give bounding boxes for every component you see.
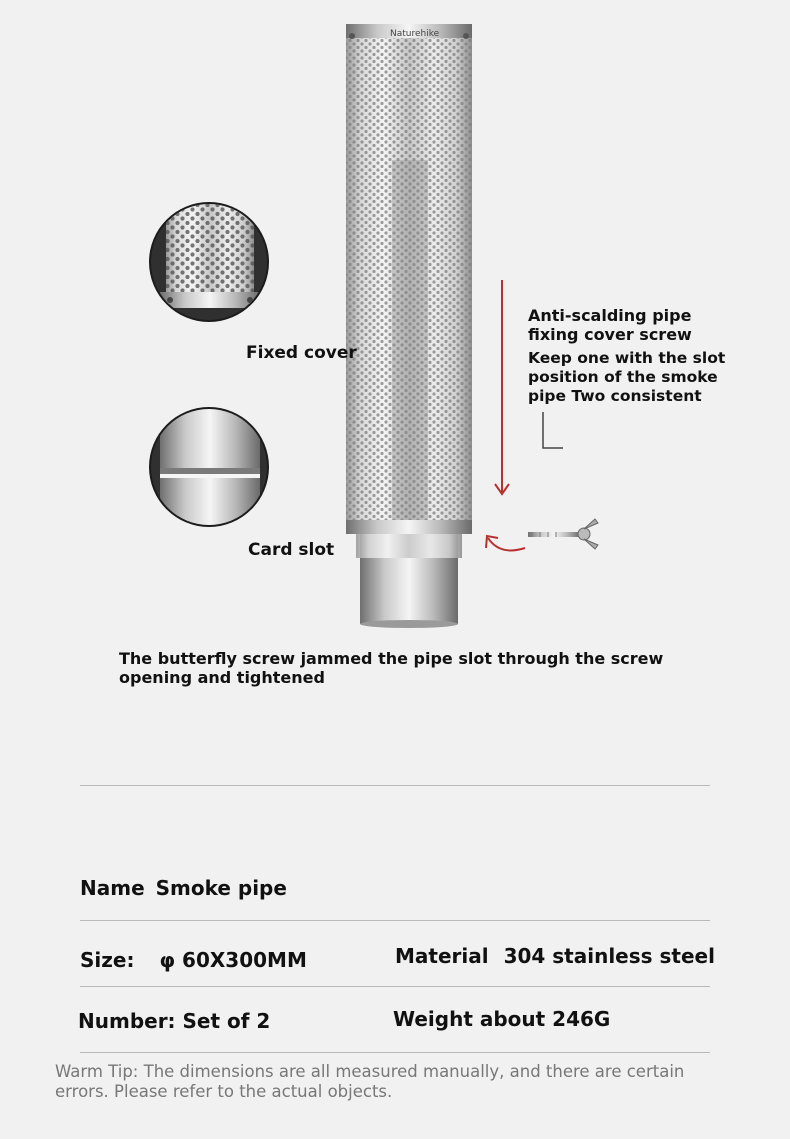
spec-number-label: Number: bbox=[78, 1009, 176, 1033]
spec-name-value: Smoke pipe bbox=[155, 876, 287, 900]
spec-size-label: Size: bbox=[80, 948, 135, 972]
spec-name-label: Name bbox=[80, 876, 145, 900]
butterfly-note-line-1: The butterfly screw jammed the pipe slot through the screw bbox=[119, 649, 664, 668]
screw-note-line-1: Anti-scalding pipe bbox=[528, 306, 692, 325]
spec-size bbox=[80, 948, 307, 972]
spec-weight: Weight about 246G bbox=[393, 1007, 611, 1031]
screw-note-line-2: fixing cover screw bbox=[528, 325, 692, 344]
curved-arrow bbox=[488, 538, 525, 550]
spec-material-value: 304 stainless steel bbox=[503, 944, 715, 968]
divider-3 bbox=[80, 1052, 710, 1053]
spec-material bbox=[395, 944, 715, 968]
slot-note bbox=[528, 349, 725, 406]
screw-note bbox=[528, 306, 692, 344]
butterfly-screw bbox=[528, 519, 598, 549]
divider-top bbox=[80, 785, 710, 786]
slot-note-line-1: Keep one with the slot bbox=[528, 349, 726, 367]
warm-tip bbox=[55, 1062, 684, 1102]
fixed-cover-label: Fixed cover bbox=[246, 343, 357, 363]
slot-note-line-3: pipe Two consistent bbox=[528, 387, 702, 405]
divider-1 bbox=[80, 920, 710, 921]
bottom-ring bbox=[346, 520, 472, 534]
slot-note-line-2: position of the smoke bbox=[528, 368, 718, 386]
butterfly-note bbox=[119, 649, 663, 687]
spec-size-value: φ 60X300MM bbox=[159, 948, 307, 972]
divider-2 bbox=[80, 986, 710, 987]
spec-material-label: Material bbox=[395, 944, 489, 968]
butterfly-note-line-2: opening and tightened bbox=[119, 668, 325, 687]
warm-tip-line-1: Warm Tip: The dimensions are all measured manually, and there are certain bbox=[55, 1062, 685, 1081]
brand-mark: Naturehike bbox=[390, 29, 440, 39]
spec-number-value: Set of 2 bbox=[182, 1009, 271, 1033]
spec-number bbox=[78, 1009, 270, 1033]
card-slot-label: Card slot bbox=[248, 540, 335, 560]
spec-name bbox=[80, 876, 287, 900]
warm-tip-line-2: errors. Please refer to the actual objects. bbox=[55, 1082, 393, 1101]
